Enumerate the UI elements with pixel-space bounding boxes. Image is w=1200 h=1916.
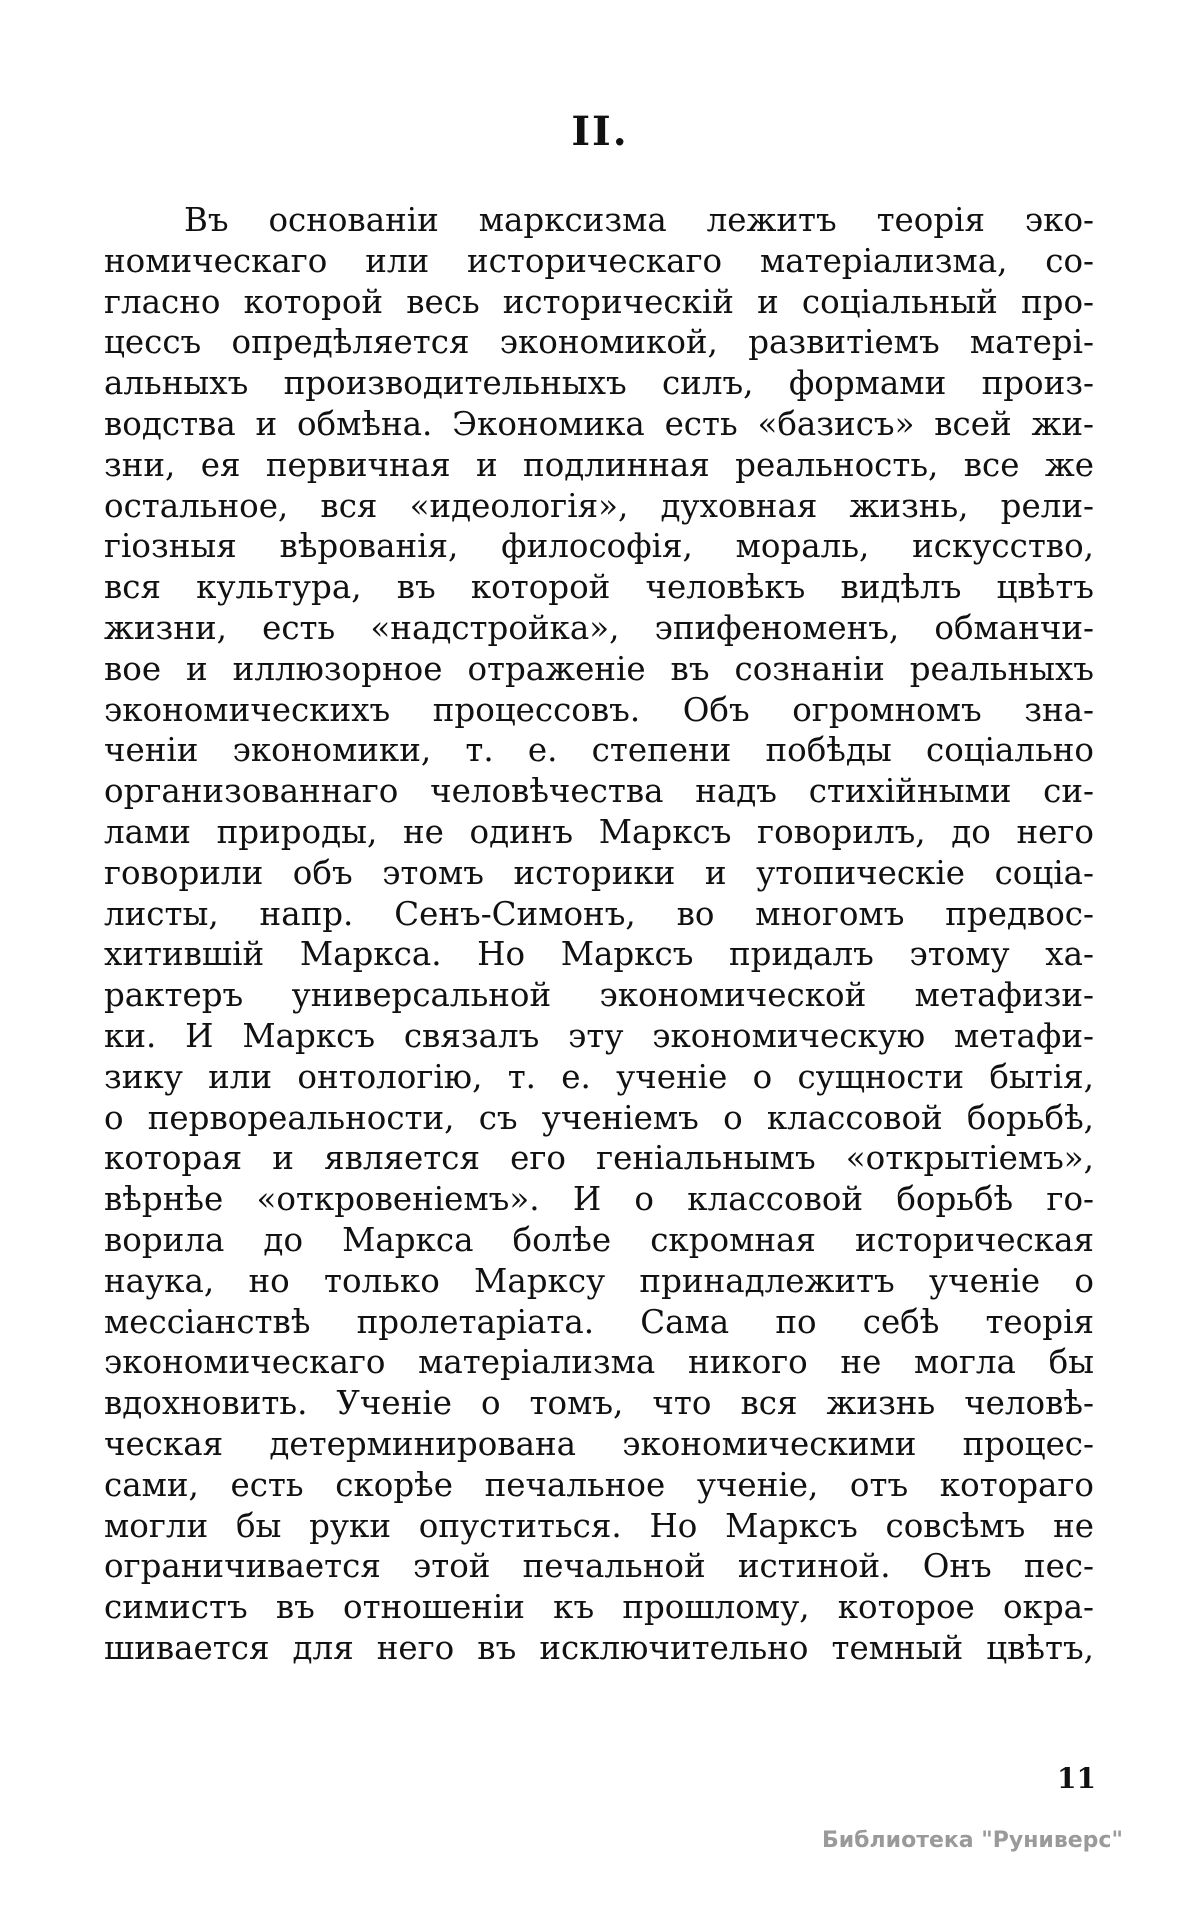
text-line: лами природы, не одинъ Марксъ говорилъ, до него xyxy=(104,812,1094,851)
text-line: ки. И Марксъ связалъ эту экономическую метафи- xyxy=(104,1016,1094,1055)
text-line: экономическихъ процессовъ. Объ огромномъ зна- xyxy=(104,690,1094,729)
text-line: вое и иллюзорное отраженiе въ сознанiи реальныхъ xyxy=(104,649,1094,688)
text-line: листы, напр. Сенъ-Симонъ, во многомъ предвос- xyxy=(104,894,1094,933)
text-line: жизни, есть «надстройка», эпифеноменъ, обманчи- xyxy=(104,608,1094,647)
text-line: хитившiй Маркса. Но Марксъ придалъ этому ха- xyxy=(104,935,1094,974)
text-line: организованнаго человѣчества надъ стихiйными си- xyxy=(104,772,1094,811)
text-line: водства и обмѣна. Экономика есть «базисъ» всей жи- xyxy=(104,404,1094,443)
text-line: остальное, вся «идеологiя», духовная жизнь, рели- xyxy=(104,486,1094,525)
page-number: 11 xyxy=(1057,1762,1096,1795)
paragraph xyxy=(104,200,1094,1669)
text-line: цессъ опредѣляется экономикой, развитiемъ матерi- xyxy=(104,323,1094,362)
text-line: о первореальности, съ ученiемъ о классовой борьбѣ, xyxy=(104,1098,1094,1137)
text-line: ворила до Маркса болѣе скромная историческая xyxy=(104,1220,1094,1259)
text-line: гiозныя вѣрованiя, философiя, мораль, искусство, xyxy=(104,527,1094,566)
text-line: шивается для него въ исключительно темный цвѣтъ, xyxy=(104,1628,1094,1667)
text-line: наука, но только Марксу принадлежитъ ученiе о xyxy=(104,1261,1094,1300)
text-line: номическаго или историческаго матерiализма, со- xyxy=(104,241,1094,280)
text-line: сами, есть скорѣе печальное ученiе, отъ котораго xyxy=(104,1465,1094,1504)
text-line: мессiанствѣ пролетарiата. Сама по себѣ теорiя xyxy=(104,1302,1094,1341)
text-line: зни, ея первичная и подлинная реальность, все же xyxy=(104,445,1094,484)
text-line: альныхъ производительныхъ силъ, формами произ- xyxy=(104,364,1094,403)
text-line: гласно которой весь историческiй и соцiальный про- xyxy=(104,282,1094,321)
text-line: Въ основанiи марксизма лежитъ теорiя эко- xyxy=(184,201,1094,239)
text-line: вѣрнѣе «откровенiемъ». И о классовой борьбѣ го- xyxy=(104,1180,1094,1219)
text-line: ченiи экономики, т. е. степени побѣды соцiально xyxy=(104,731,1094,770)
text-line: вся культура, въ которой человѣкъ видѣлъ цвѣтъ xyxy=(104,568,1094,607)
text-line: вдохновить. Ученiе о томъ, что вся жизнь человѣ- xyxy=(104,1384,1094,1423)
library-watermark: Библиотека "Руниверс" xyxy=(822,1828,1123,1853)
text-line: экономическаго матерiализма никого не могла бы xyxy=(104,1343,1094,1382)
text-line: ограничивается этой печальной истиной. Онъ пес- xyxy=(104,1547,1094,1586)
text-line: ческая детерминирована экономическими процес- xyxy=(104,1424,1094,1463)
chapter-heading: II. xyxy=(571,108,629,155)
text-line: рактеръ универсальной экономической метафизи- xyxy=(104,976,1094,1015)
text-line: говорили объ этомъ историки и утопическiе соцiа- xyxy=(104,853,1094,892)
text-line: которая и является его генiальнымъ «открытiемъ», xyxy=(104,1139,1094,1178)
text-line: могли бы руки опуститься. Но Марксъ совсѣмъ не xyxy=(104,1506,1094,1545)
text-line: зику или онтологiю, т. е. ученiе о сущности бытiя, xyxy=(104,1057,1094,1096)
text-line: симистъ въ отношенiи къ прошлому, которое окра- xyxy=(104,1588,1094,1627)
